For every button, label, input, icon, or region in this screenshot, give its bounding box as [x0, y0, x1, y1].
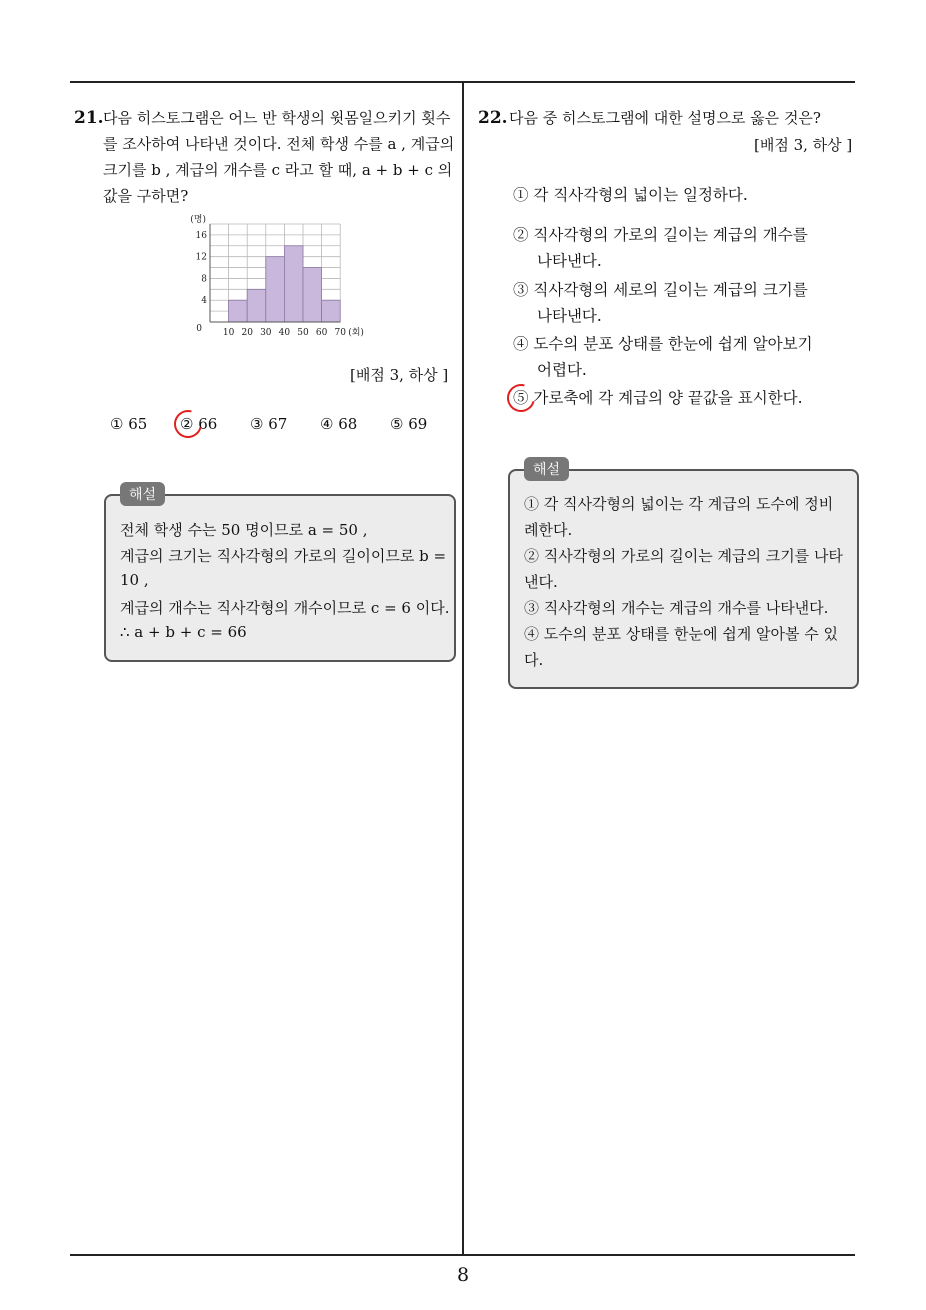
- q22-explanation-line-2: 례한다.: [524, 521, 573, 539]
- q21-option-3[interactable]: ③ 67: [250, 415, 288, 433]
- q21-line-2: 를 조사하여 나타낸 것이다. 전체 학생 수를 a , 계급의: [103, 135, 455, 153]
- x-axis-label: (회): [348, 328, 364, 338]
- q22-option-4[interactable]: ④ 도수의 분포 상태를 한눈에 쉽게 알아보기: [513, 335, 813, 353]
- bottom-rule: [70, 1254, 855, 1256]
- q21-meta: [배점 3, 하상 ]: [350, 366, 449, 384]
- q21-number: 21.: [74, 108, 104, 128]
- q21-option-2[interactable]: ② 66: [180, 415, 218, 433]
- q21-explanation-line-2: 계급의 크기는 직사각형의 가로의 길이이므로 b =: [120, 547, 447, 565]
- q22-explanation-box: [508, 462, 859, 689]
- q21-option-5[interactable]: ⑤ 69: [390, 415, 428, 433]
- x-tick-label: 50: [297, 328, 309, 338]
- q21-explanation-line-4: 계급의 개수는 직사각형의 개수이므로 c = 6 이다.: [120, 599, 450, 617]
- x-tick-label: 30: [260, 328, 272, 338]
- histogram-bar-30-40: [266, 257, 285, 322]
- q22-explanation-line-4: 낸다.: [524, 573, 558, 591]
- histogram-bar-10-20: [229, 300, 248, 322]
- q22-option-1[interactable]: ① 각 직사각형의 넓이는 일정하다.: [513, 186, 748, 204]
- q22-explanation-line-6: ④ 도수의 분포 상태를 한눈에 쉽게 알아볼 수 있: [524, 625, 838, 643]
- q22-option-5[interactable]: ⑤ 가로축에 각 계급의 양 끝값을 표시한다.: [513, 389, 803, 407]
- q22-explanation-line-1: ① 각 직사각형의 넓이는 각 계급의 도수에 정비: [524, 495, 834, 513]
- histogram-bar-40-50: [284, 246, 303, 322]
- q21-explanation-line-1: 전체 학생 수는 50 명이므로 a = 50 ,: [120, 521, 368, 539]
- q22-option-2[interactable]: ② 직사각형의 가로의 길이는 계급의 개수를: [513, 226, 808, 244]
- q22-option-4-cont: 어렵다.: [537, 361, 587, 379]
- q22-line: 다음 중 히스토그램에 대한 설명으로 옳은 것은?: [509, 109, 821, 127]
- q21-explanation-line-3: 10 ,: [120, 571, 149, 589]
- q21-explanation-line-5: ∴ a + b + c = 66: [120, 623, 247, 641]
- x-tick-label: 60: [315, 328, 328, 338]
- y-tick-label: 12: [195, 252, 207, 263]
- x-tick-label: 10: [222, 328, 235, 338]
- y-tick-label: 4: [201, 296, 207, 307]
- q21-answer-circle-mark: [169, 405, 207, 443]
- q22-number: 22.: [478, 108, 508, 128]
- q22-option-3[interactable]: ③ 직사각형의 세로의 길이는 계급의 크기를: [513, 281, 808, 299]
- q21-line-1: 다음 히스토그램은 어느 반 학생의 윗몸일으키기 횟수: [103, 109, 451, 127]
- q22-option-3-cont: 나타낸다.: [537, 307, 602, 325]
- y-axis-label: (명): [190, 215, 206, 225]
- x-tick-label: 20: [241, 328, 253, 338]
- q22-explanation-line-3: ② 직사각형의 가로의 길이는 계급의 크기를 나타: [524, 547, 843, 565]
- q21-line-3: 크기를 b , 계급의 개수를 c 라고 할 때, a + b + c 의: [103, 161, 453, 179]
- histogram-bars: [229, 246, 341, 322]
- q21-histogram: [188, 212, 388, 344]
- origin-label: 0: [196, 324, 202, 334]
- page-number: 8: [456, 1264, 470, 1286]
- column-divider: [462, 82, 464, 1256]
- y-tick-label: 8: [201, 274, 207, 285]
- q22-meta: [배점 3, 하상 ]: [754, 136, 853, 154]
- y-tick-label: 16: [195, 230, 207, 241]
- q22-explanation-tag: 해설: [524, 457, 569, 481]
- q22-explanation-line-5: ③ 직사각형의 개수는 계급의 개수를 나타낸다.: [524, 599, 829, 617]
- q21-option-4[interactable]: ④ 68: [320, 415, 358, 433]
- x-tick-label: 40: [278, 328, 291, 338]
- q22-answer-circle-mark: [502, 379, 540, 417]
- q22-option-2-cont: 나타낸다.: [537, 252, 602, 270]
- histogram-bar-20-30: [247, 289, 266, 322]
- q21-option-1[interactable]: ① 65: [110, 415, 148, 433]
- q22-explanation-line-7: 다.: [524, 651, 544, 669]
- q21-explanation-box: [104, 487, 456, 662]
- x-tick-label: 70: [334, 328, 346, 338]
- histogram-bar-60-70: [322, 300, 341, 322]
- q21-explanation-tag: 해설: [120, 482, 165, 506]
- histogram-bar-50-60: [303, 268, 322, 322]
- q21-line-4: 값을 구하면?: [103, 187, 189, 205]
